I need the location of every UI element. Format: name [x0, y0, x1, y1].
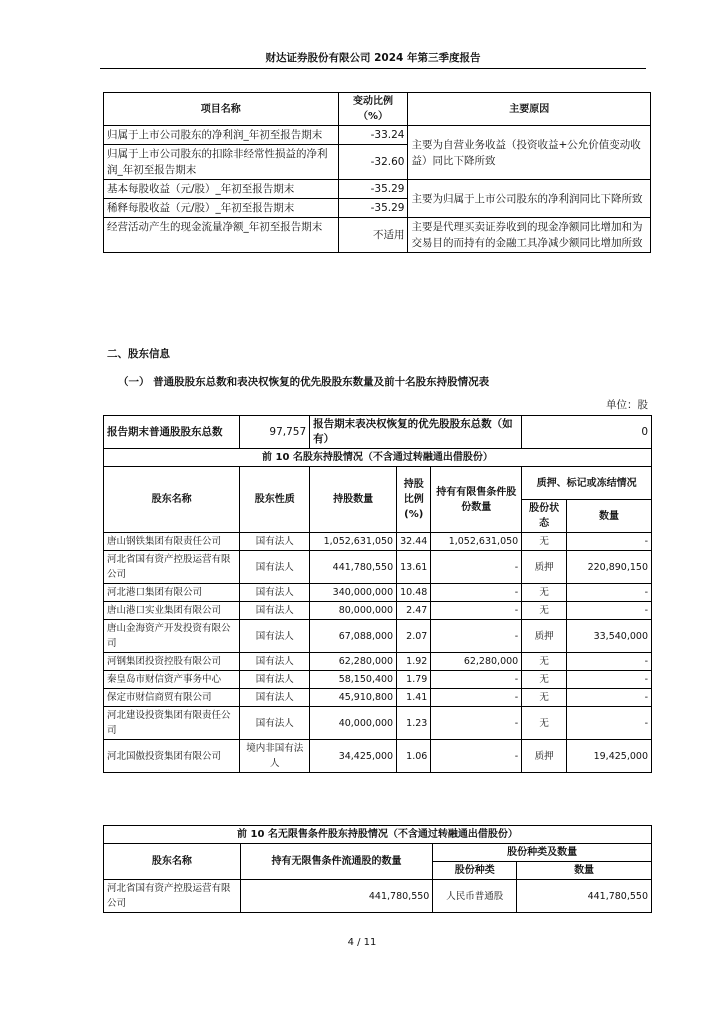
- holder-restricted: -: [431, 602, 522, 620]
- total-holders-value: 97,757: [240, 416, 310, 449]
- item-name: 基本每股收益（元/股）_年初至报告期末: [104, 180, 339, 199]
- change-reason-table: [103, 92, 651, 253]
- col-header-restricted: 持有有限售条件股份数量: [431, 467, 522, 533]
- holder-shares: 1,052,631,050: [310, 533, 397, 551]
- holder-ratio: 1.06: [397, 740, 431, 773]
- pref-holders-value: 0: [522, 416, 652, 449]
- holder-name: 秦皇岛市财信资产事务中心: [104, 671, 240, 689]
- col-header-status: 股份状态: [522, 500, 567, 533]
- col-header-ratio: 持股比例(%): [397, 467, 431, 533]
- holder-nature: 国有法人: [240, 602, 310, 620]
- holder-amount: -: [567, 533, 652, 551]
- table-row: [104, 218, 651, 253]
- share-type: 人民币普通股: [433, 880, 517, 913]
- holder-amount: -: [567, 671, 652, 689]
- col-header-type-group: 股份种类及数量: [433, 844, 652, 862]
- unrestricted-holders-table: [103, 825, 652, 913]
- col-header-amount: 数量: [517, 862, 652, 880]
- page-number: 4 / 11: [347, 937, 377, 948]
- pref-holders-label: 报告期末表决权恢复的优先股股东总数（如有）: [310, 416, 522, 449]
- holder-shares: 62,280,000: [310, 653, 397, 671]
- table-row: [104, 533, 652, 551]
- table-row: [104, 880, 652, 913]
- holder-restricted: -: [431, 584, 522, 602]
- holder-amount: -: [567, 689, 652, 707]
- holder-name: 河北省国有资产控股运营有限公司: [104, 551, 240, 584]
- holder-shares: 40,000,000: [310, 707, 397, 740]
- col-header-reason: 主要原因: [408, 93, 651, 126]
- holder-nature: 国有法人: [240, 533, 310, 551]
- holder-amount: -: [567, 653, 652, 671]
- col-header-nature: 股东性质: [240, 467, 310, 533]
- holder-name: 唐山金海资产开发投资有限公司: [104, 620, 240, 653]
- holder-nature: 国有法人: [240, 671, 310, 689]
- page-header: 财达证券股份有限公司 2024 年第三季度报告: [100, 50, 646, 69]
- holder-ratio: 10.48: [397, 584, 431, 602]
- section-title: 二、股东信息: [107, 348, 170, 360]
- holder-status: 无: [522, 707, 567, 740]
- item-reason: 主要为归属于上市公司股东的净利润同比下降所致: [408, 180, 651, 218]
- holder-nature: 国有法人: [240, 551, 310, 584]
- holder-status: 无: [522, 602, 567, 620]
- holder-status: 质押: [522, 620, 567, 653]
- summary-row: [104, 416, 652, 449]
- holder-shares: 58,150,400: [310, 671, 397, 689]
- table-row: [104, 602, 652, 620]
- item-ratio: -35.29: [338, 199, 408, 218]
- holder-shares: 441,780,550: [310, 551, 397, 584]
- holder-status: 质押: [522, 551, 567, 584]
- item-ratio: 不适用: [338, 218, 408, 253]
- col-header-amount: 数量: [567, 500, 652, 533]
- subsection-title: （一） 普通股股东总数和表决权恢复的优先股股东数量及前十名股东持股情况表: [118, 376, 490, 388]
- holder-nature: 国有法人: [240, 653, 310, 671]
- holder-status: 无: [522, 671, 567, 689]
- holder-nature: 国有法人: [240, 584, 310, 602]
- table-row: [104, 126, 651, 145]
- item-ratio: -35.29: [338, 180, 408, 199]
- holder-amount: -: [567, 707, 652, 740]
- holder-shares: 340,000,000: [310, 584, 397, 602]
- item-ratio: -32.60: [338, 145, 408, 180]
- col-header-shares: 持有无限售条件流通股的数量: [240, 844, 433, 880]
- holder-amount: 33,540,000: [567, 620, 652, 653]
- item-name: 稀释每股收益（元/股）_年初至报告期末: [104, 199, 339, 218]
- holder-restricted: -: [431, 551, 522, 584]
- holder-restricted: -: [431, 740, 522, 773]
- holder-restricted: -: [431, 689, 522, 707]
- table-row: [104, 653, 652, 671]
- holder-restricted: 1,052,631,050: [431, 533, 522, 551]
- holder-shares: 441,780,550: [240, 880, 433, 913]
- item-reason: 主要为自营业务收益（投资收益+公允价值变动收益）同比下降所致: [408, 126, 651, 180]
- table-row: [104, 620, 652, 653]
- holder-ratio: 13.61: [397, 551, 431, 584]
- holder-name: 河北国傲投资集团有限公司: [104, 740, 240, 773]
- holder-amount: 19,425,000: [567, 740, 652, 773]
- unit-label: 单位：股: [606, 399, 648, 411]
- col-header-ratio: 变动比例（%）: [338, 93, 408, 126]
- holder-amount: -: [567, 584, 652, 602]
- holder-ratio: 1.23: [397, 707, 431, 740]
- table-header-row: [104, 93, 651, 126]
- holder-name: 河北建设投资集团有限责任公司: [104, 707, 240, 740]
- holder-name: 河北港口集团有限公司: [104, 584, 240, 602]
- item-name: 归属于上市公司股东的扣除非经常性损益的净利润_年初至报告期末: [104, 145, 339, 180]
- holder-restricted: -: [431, 671, 522, 689]
- holder-nature: 国有法人: [240, 689, 310, 707]
- holder-status: 无: [522, 653, 567, 671]
- item-name: 经营活动产生的现金流量净额_年初至报告期末: [104, 218, 339, 253]
- holder-name: 河钢集团投资控股有限公司: [104, 653, 240, 671]
- holder-status: 无: [522, 584, 567, 602]
- item-reason: 主要是代理买卖证券收到的现金净额同比增加和为交易目的而持有的金融工具净减少额同比增加所致: [408, 218, 651, 253]
- holder-ratio: 2.07: [397, 620, 431, 653]
- table-row: [104, 707, 652, 740]
- shareholders-table: [103, 415, 652, 773]
- table-row: [104, 584, 652, 602]
- holder-shares: 45,910,800: [310, 689, 397, 707]
- holder-name: 唐山港口实业集团有限公司: [104, 602, 240, 620]
- col-header-shares: 持股数量: [310, 467, 397, 533]
- holder-status: 无: [522, 533, 567, 551]
- col-header-item: 项目名称: [104, 93, 339, 126]
- holder-ratio: 32.44: [397, 533, 431, 551]
- holder-restricted: 62,280,000: [431, 653, 522, 671]
- holder-ratio: 1.79: [397, 671, 431, 689]
- table-row: [104, 671, 652, 689]
- holder-amount: -: [567, 602, 652, 620]
- item-ratio: -33.24: [338, 126, 408, 145]
- holder-ratio: 1.41: [397, 689, 431, 707]
- holder-nature: 国有法人: [240, 707, 310, 740]
- share-amount: 441,780,550: [517, 880, 652, 913]
- table-row: [104, 689, 652, 707]
- holder-name: 河北省国有资产控股运营有限公司: [104, 880, 241, 913]
- holder-status: 质押: [522, 740, 567, 773]
- holder-restricted: -: [431, 620, 522, 653]
- holder-nature: 境内非国有法人: [240, 740, 310, 773]
- holder-name: 保定市财信商贸有限公司: [104, 689, 240, 707]
- holder-amount: 220,890,150: [567, 551, 652, 584]
- table-row: [104, 180, 651, 199]
- holder-status: 无: [522, 689, 567, 707]
- table-header-row: [104, 844, 652, 862]
- holder-shares: 34,425,000: [310, 740, 397, 773]
- table-header-row: [104, 467, 652, 500]
- unrestricted-title: 前 10 名无限售条件股东持股情况（不含通过转融通出借股份）: [104, 826, 652, 844]
- holder-name: 唐山钢铁集团有限责任公司: [104, 533, 240, 551]
- col-header-pledge: 质押、标记或冻结情况: [522, 467, 652, 500]
- table-row: [104, 740, 652, 773]
- holder-restricted: -: [431, 707, 522, 740]
- holder-ratio: 2.47: [397, 602, 431, 620]
- holder-nature: 国有法人: [240, 620, 310, 653]
- total-holders-label: 报告期末普通股股东总数: [104, 416, 240, 449]
- col-header-type: 股份种类: [433, 862, 517, 880]
- top10-title: 前 10 名股东持股情况（不含通过转融通出借股份）: [104, 449, 652, 467]
- col-header-name: 股东名称: [104, 467, 240, 533]
- holder-shares: 80,000,000: [310, 602, 397, 620]
- section-row: [104, 449, 652, 467]
- col-header-name: 股东名称: [104, 844, 241, 880]
- holder-shares: 67,088,000: [310, 620, 397, 653]
- table-row: [104, 551, 652, 584]
- section-row: [104, 826, 652, 844]
- item-name: 归属于上市公司股东的净利润_年初至报告期末: [104, 126, 339, 145]
- holder-ratio: 1.92: [397, 653, 431, 671]
